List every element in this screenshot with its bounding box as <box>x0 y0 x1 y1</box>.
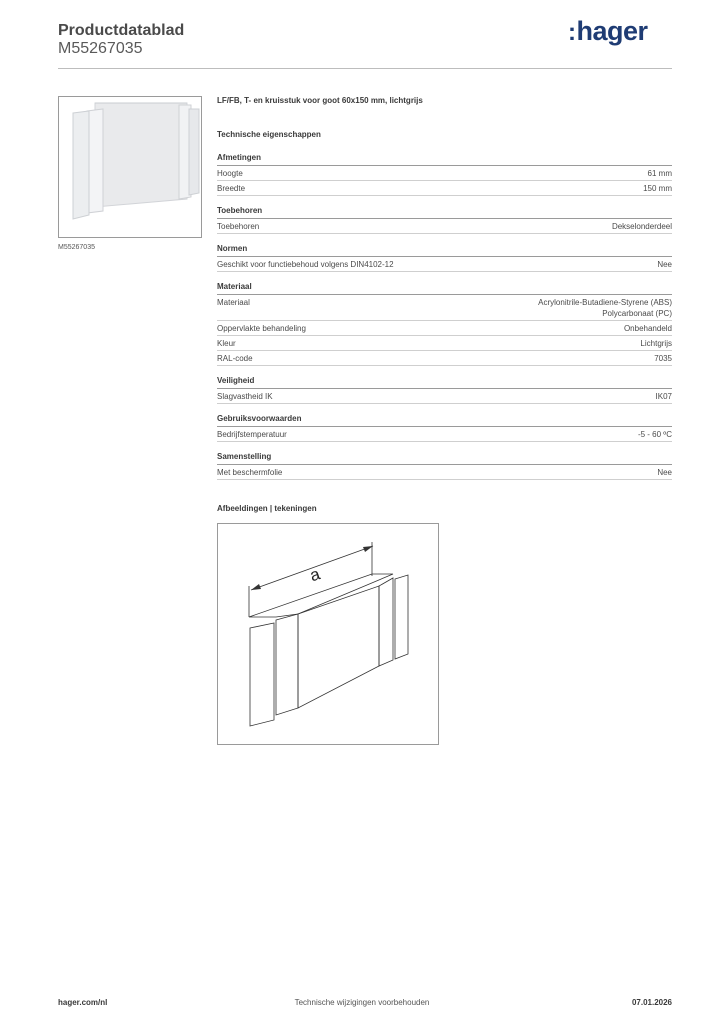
property-row <box>217 257 672 272</box>
property-value: IK07 <box>655 392 672 401</box>
logo-text: hager <box>576 16 648 46</box>
section-title: Afmetingen <box>217 152 672 166</box>
property-label: Slagvastheid IK <box>217 392 273 401</box>
property-row <box>217 181 672 196</box>
property-label: Geschikt voor functiebehoud volgens DIN4102-12 <box>217 260 394 269</box>
property-row <box>217 321 672 336</box>
property-label: Oppervlakte behandeling <box>217 324 306 333</box>
property-label: Bedrijfstemperatuur <box>217 430 287 439</box>
technical-drawing <box>217 523 439 745</box>
drawings-title: Afbeeldingen | tekeningen <box>217 504 317 513</box>
property-value: 7035 <box>654 354 672 363</box>
dimension-label: a <box>307 564 323 586</box>
section-veiligheid <box>217 375 672 404</box>
section-title: Toebehoren <box>217 205 672 219</box>
technical-properties-title: Technische eigenschappen <box>217 130 321 139</box>
property-value: 61 mm <box>647 169 672 178</box>
property-row <box>217 295 672 321</box>
header-divider <box>58 68 672 69</box>
section-afmetingen <box>217 152 672 196</box>
property-value: 150 mm <box>643 184 672 193</box>
product-details <box>217 96 672 489</box>
property-value: Lichtgrijs <box>640 339 672 348</box>
page-title: Productdatablad <box>58 22 185 39</box>
thumbnail-caption: M55267035 <box>58 244 95 251</box>
property-value: Onbehandeld <box>623 324 672 333</box>
property-label: Breedte <box>217 184 246 193</box>
section-title: Materiaal <box>217 281 672 295</box>
dimension-drawing <box>218 524 438 744</box>
hager-logo[interactable] <box>568 16 648 47</box>
property-label: Toebehoren <box>217 222 260 231</box>
product-description: LF/FB, T- en kruisstuk voor goot 60x150 mm, lichtgrijs <box>217 96 423 105</box>
footer-notice: Technische wijzigingen voorbehouden <box>294 998 430 1007</box>
property-label: Met beschermfolie <box>217 468 283 477</box>
left-cover <box>276 614 298 715</box>
property-label: Hoogte <box>217 169 243 178</box>
footer-date: 07.01.2026 <box>631 998 672 1007</box>
section-samenstelling <box>217 451 672 480</box>
right-end-piece <box>395 575 408 659</box>
property-label: RAL-code <box>217 354 253 363</box>
property-row <box>217 166 672 181</box>
property-value <box>538 297 672 319</box>
arrowhead-left <box>251 584 261 590</box>
product-code: M55267035 <box>58 40 143 57</box>
section-title: Normen <box>217 243 672 257</box>
property-label: Materiaal <box>217 298 250 307</box>
property-row <box>217 336 672 351</box>
property-row <box>217 389 672 404</box>
right-cover <box>379 578 393 666</box>
section-title: Gebruiksvoorwaarden <box>217 413 672 427</box>
section-toebehoren <box>217 205 672 234</box>
property-row <box>217 465 672 480</box>
property-value: Nee <box>657 468 672 477</box>
logo-dots: : <box>568 19 576 46</box>
section-normen <box>217 243 672 272</box>
section-gebruiksvoorwaarden <box>217 413 672 442</box>
property-row <box>217 427 672 442</box>
property-value: -5 - 60 ºC <box>637 430 672 439</box>
footer-website-link[interactable]: hager.com/nl <box>58 998 108 1007</box>
property-row <box>217 219 672 234</box>
left-end-piece <box>250 623 274 726</box>
property-label: Kleur <box>217 339 236 348</box>
arrowhead-right <box>363 546 373 552</box>
property-value-line: Polycarbonaat (PC) <box>602 309 672 318</box>
front-panel <box>298 586 379 708</box>
section-title: Veiligheid <box>217 375 672 389</box>
product-photo <box>59 97 201 237</box>
section-materiaal <box>217 281 672 366</box>
section-title: Samenstelling <box>217 451 672 465</box>
product-thumbnail <box>58 96 202 238</box>
property-value-line: Acrylonitrile-Butadiene-Styrene (ABS) <box>538 298 672 307</box>
property-value: Dekselonderdeel <box>611 222 672 231</box>
property-row <box>217 351 672 366</box>
property-value: Nee <box>657 260 672 269</box>
